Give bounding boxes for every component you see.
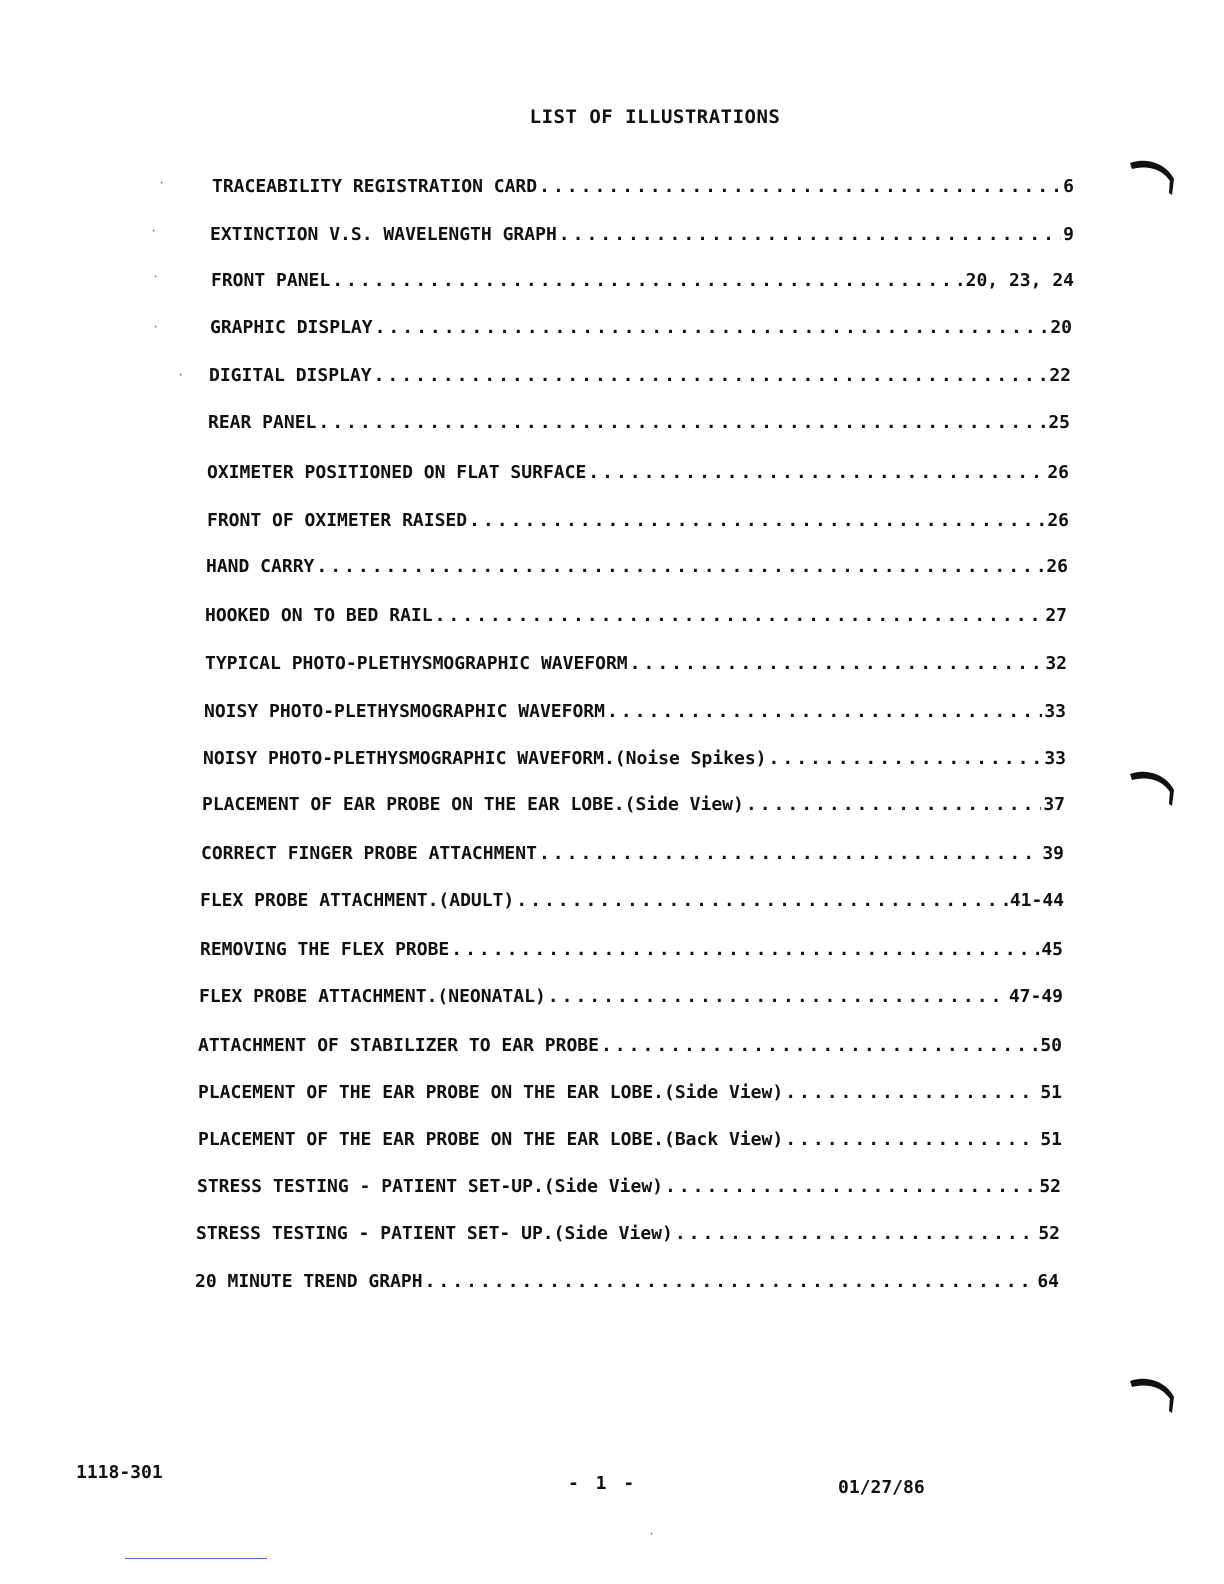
toc-entry-page: 41-44 <box>1009 890 1064 911</box>
toc-entry <box>210 314 1072 342</box>
binder-hole-mark-icon <box>1128 1373 1178 1417</box>
toc-entry <box>205 650 1067 678</box>
dot-leader <box>375 314 1049 342</box>
toc-entry <box>198 1032 1062 1060</box>
dot-leader <box>539 173 1061 201</box>
dot-leader <box>630 650 1044 678</box>
toc-entry-label: TYPICAL PHOTO-PLETHYSMOGRAPHIC WAVEFORM <box>205 653 628 674</box>
toc-entry-label: FLEX PROBE ATTACHMENT.(NEONATAL) <box>199 986 546 1007</box>
toc-entry-page: 51 <box>1040 1129 1062 1150</box>
document-date: 01/27/86 <box>838 1477 925 1498</box>
toc-entry-page: 32 <box>1045 653 1067 674</box>
toc-entry <box>202 791 1065 819</box>
toc-entry-page: 9 <box>1063 224 1074 245</box>
toc-entry-label: NOISY PHOTO-PLETHYSMOGRAPHIC WAVEFORM.(Noise Spikes) <box>203 748 767 769</box>
toc-entry-label: FRONT OF OXIMETER RAISED <box>207 510 468 531</box>
toc-entry <box>203 745 1066 773</box>
toc-entry-page: 33 <box>1044 748 1066 769</box>
dot-leader <box>548 983 1007 1011</box>
dot-leader <box>559 221 1061 249</box>
toc-entry-page: 52 <box>1038 1223 1060 1244</box>
page-title: LIST OF ILLUSTRATIONS <box>529 106 781 128</box>
dot-leader <box>332 267 963 295</box>
document-number: 1118-301 <box>76 1462 163 1483</box>
binder-hole-mark-icon <box>1128 155 1178 199</box>
toc-entry <box>200 936 1063 964</box>
toc-entry-label: PLACEMENT OF THE EAR PROBE ON THE EAR LOBE.(Back View) <box>198 1129 784 1150</box>
toc-entry-label: STRESS TESTING - PATIENT SET- UP.(Side View) <box>196 1223 673 1244</box>
toc-entry-label: DIGITAL DISPLAY <box>209 365 372 386</box>
dot-leader <box>425 1268 1036 1296</box>
toc-entry-label: EXTINCTION V.S. WAVELENGTH GRAPH <box>210 224 557 245</box>
toc-entry-page: 22 <box>1049 365 1071 386</box>
toc-entry <box>206 553 1068 581</box>
toc-entry-label: PLACEMENT OF EAR PROBE ON THE EAR LOBE.(Side View) <box>202 794 744 815</box>
toc-entry <box>207 459 1069 487</box>
toc-entry-label: REAR PANEL <box>208 412 317 433</box>
dot-leader <box>539 840 1040 868</box>
dot-leader <box>769 745 1043 773</box>
scan-artifact-line <box>125 1558 267 1559</box>
toc-entry-page: 20 <box>1050 317 1072 338</box>
dot-leader <box>785 1079 1038 1107</box>
toc-entry <box>204 698 1066 726</box>
dot-leader <box>665 1173 1037 1201</box>
scan-speck: · <box>158 176 166 190</box>
dot-leader <box>785 1126 1038 1154</box>
toc-entry <box>209 362 1071 390</box>
dot-leader <box>469 507 1045 535</box>
toc-entry-page: 25 <box>1048 412 1070 433</box>
toc-entry-label: CORRECT FINGER PROBE ATTACHMENT <box>201 843 537 864</box>
toc-entry-label: REMOVING THE FLEX PROBE <box>200 939 450 960</box>
dot-leader <box>435 602 1044 630</box>
toc-entry-page: 6 <box>1063 176 1074 197</box>
toc-entry <box>196 1220 1060 1248</box>
dot-leader <box>516 887 1008 915</box>
dot-leader <box>601 1032 1038 1060</box>
toc-entry-label: HAND CARRY <box>206 556 315 577</box>
toc-entry-page: 37 <box>1043 794 1065 815</box>
binder-hole-mark-icon <box>1128 766 1178 810</box>
toc-entry-page: 27 <box>1045 605 1067 626</box>
toc-entry-page: 45 <box>1041 939 1063 960</box>
toc-entry-label: HOOKED ON TO BED RAIL <box>205 605 433 626</box>
toc-entry <box>207 507 1069 535</box>
scan-speck: · <box>152 320 160 334</box>
toc-entry <box>198 1079 1062 1107</box>
dot-leader <box>588 459 1045 487</box>
toc-entry <box>211 267 1074 295</box>
toc-entry-label: PLACEMENT OF THE EAR PROBE ON THE EAR LOBE.(Side View) <box>198 1082 784 1103</box>
toc-entry-page: 26 <box>1046 556 1068 577</box>
toc-entry <box>210 221 1074 249</box>
toc-entry <box>205 602 1067 630</box>
dot-leader <box>316 553 1044 581</box>
scan-speck: · <box>177 368 185 382</box>
dot-leader <box>675 1220 1036 1248</box>
toc-entry-label: GRAPHIC DISPLAY <box>210 317 373 338</box>
toc-entry-label: FLEX PROBE ATTACHMENT.(ADULT) <box>200 890 515 911</box>
toc-entry-label: ATTACHMENT OF STABILIZER TO EAR PROBE <box>198 1035 599 1056</box>
toc-entry-page: 64 <box>1037 1271 1059 1292</box>
toc-entry-page: 20, 23, 24 <box>965 270 1074 291</box>
toc-entry-label: STRESS TESTING - PATIENT SET-UP.(Side View) <box>197 1176 663 1197</box>
dot-leader <box>318 409 1046 437</box>
toc-entry-label: OXIMETER POSITIONED ON FLAT SURFACE <box>207 462 587 483</box>
toc-entry-label: NOISY PHOTO-PLETHYSMOGRAPHIC WAVEFORM <box>204 701 605 722</box>
toc-entry <box>201 840 1064 868</box>
toc-entry-page: 52 <box>1039 1176 1061 1197</box>
toc-entry-page: 33 <box>1044 701 1066 722</box>
scan-speck: · <box>648 1527 656 1541</box>
page-number: - 1 - <box>568 1473 638 1494</box>
toc-entry-page: 26 <box>1047 462 1069 483</box>
toc-entry-label: TRACEABILITY REGISTRATION CARD <box>212 176 538 197</box>
toc-entry-page: 51 <box>1040 1082 1062 1103</box>
toc-entry-page: 39 <box>1042 843 1064 864</box>
toc-entry-label: 20 MINUTE TREND GRAPH <box>195 1271 423 1292</box>
dot-leader <box>374 362 1048 390</box>
toc-entry <box>199 983 1063 1011</box>
dot-leader <box>607 698 1042 726</box>
dot-leader <box>451 936 1039 964</box>
scan-speck: · <box>152 270 160 284</box>
toc-entry <box>208 409 1070 437</box>
toc-entry-page: 26 <box>1047 510 1069 531</box>
toc-entry-label: FRONT PANEL <box>211 270 331 291</box>
toc-entry-page: 50 <box>1040 1035 1062 1056</box>
toc-entry <box>200 887 1064 915</box>
toc-entry <box>197 1173 1061 1201</box>
toc-entry <box>198 1126 1062 1154</box>
dot-leader <box>746 791 1041 819</box>
scan-speck: · <box>150 224 158 238</box>
toc-entry <box>195 1268 1059 1296</box>
toc-entry <box>212 173 1074 201</box>
toc-entry-page: 47-49 <box>1008 986 1063 1007</box>
